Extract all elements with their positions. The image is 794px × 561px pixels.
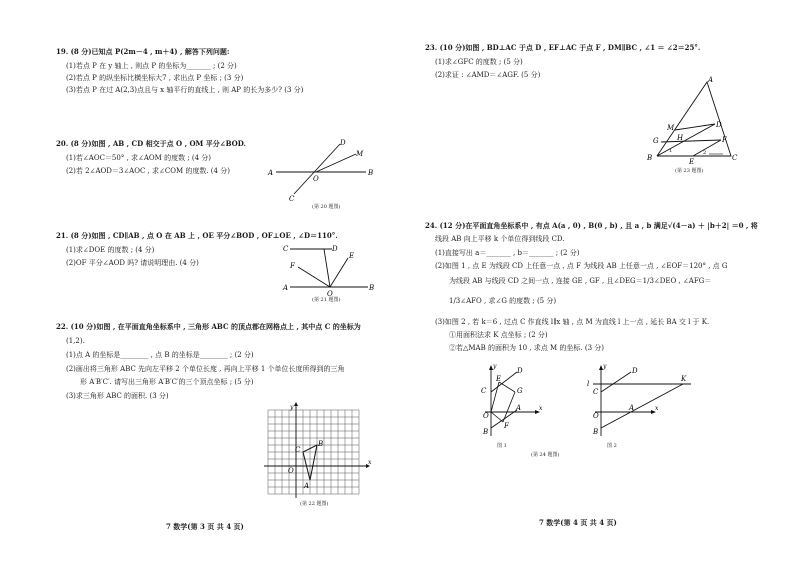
q20-label-o: O (313, 175, 319, 183)
left-page-footer: 7 数学(第 3 页 共 4 页) (166, 522, 244, 531)
q20-part1: (1)若∠AOC＝50° , 求∠AOM 的度数 ; (4 分) (66, 154, 212, 162)
q22-grid-lines (268, 410, 359, 494)
q24-figure-1 (477, 362, 547, 442)
q23-stem: 23. (10 分)如图 , BD⊥AC 于点 D , EF⊥AC 于点 F , DM∥BC , ∠1 ＝ ∠2＝25°. (425, 43, 701, 52)
q23-label-c: C (732, 154, 738, 162)
q20-stem: 20. (8 分)如图 , AB , CD 相交于点 O , OM 平分∠BOD. (56, 139, 246, 148)
q20-label-d: D (340, 139, 346, 147)
q23-figure (645, 74, 741, 166)
q20-figure (262, 136, 378, 204)
q21-label-e: E (349, 252, 355, 260)
q24-fig2-label-k: K (681, 375, 687, 383)
q24-fig2-label-d: D (632, 367, 638, 375)
q24-fig1-caption: 图 1 (497, 443, 507, 449)
q20-label-c: C (289, 195, 295, 203)
q21-label-f: F (290, 262, 295, 270)
q21-label-c: C (283, 245, 289, 253)
q22-part2a: (2)画出将三角形 ABC 先向左平移 2 个单位长度 , 再向上平移 1 个单位长度所得到的三角 (66, 365, 345, 373)
q21-label-d: D (332, 245, 338, 253)
q23-label-a: A (708, 76, 714, 84)
q24-fig1-label-o: O (483, 412, 489, 420)
q24-part3: (3)如图 2 , 若 k＝6 , 过点 C 作直线 l∥x 轴 , 点 M 为直线 l 上一点 , 延长 BA 交 l 于 K. (435, 318, 710, 326)
q20-part2: (2)若 2∠AOD＝3∠AOC , 求∠COM 的度数. (4 分) (66, 167, 230, 175)
q24-stem-cont: 线段 AB 向上平移 k 个单位得到线段 CD. (435, 235, 565, 243)
q21-part2: (2)OF 平分∠AOD 吗? 请说明理由. (4 分) (66, 259, 199, 267)
q23-label-m: M (667, 124, 675, 132)
q24-part2a: (2)如图 1 , 点 E 为线段 CD 上任意一点 , 点 F 为线段 AB 上任意一点 , ∠EOF＝120° , 点 G (435, 262, 728, 270)
q23-part1: (1)求∠GFC 的度数 ; (5 分) (435, 58, 523, 66)
q23-part2: (2)求证 : ∠AMD＝∠AGF. (5 分) (435, 71, 541, 79)
q23-angle-2: 2 (703, 150, 707, 156)
q22-stem-cont: (1,2). (66, 337, 85, 345)
q24-fig2-label-l: l (587, 380, 590, 388)
q19-stem: 19. (8 分)已知点 P(2m－4 , m＋4) , 解答下列问题: (56, 47, 230, 56)
q23-label-h: H (677, 134, 684, 142)
q24-fig2-label-c: C (593, 388, 599, 396)
q23-label-e: E (689, 158, 695, 166)
q21-figure (280, 240, 376, 296)
q24-part2c: 1/3∠AFO , 求∠G 的度数 ; (5 分) (449, 297, 557, 305)
q24-fig2-label-y: y (603, 363, 607, 370)
q23-label-d: D (716, 121, 722, 129)
q24-fig2-label-o: O (593, 412, 599, 420)
q24-fig1-label-g: G (517, 387, 523, 395)
right-page (397, 0, 794, 561)
q22-caption: (第 22 题图) (300, 501, 329, 507)
q22-part3: (3)求三角形 ABC 的面积. (3 分) (66, 392, 169, 400)
q22-grid-figure (262, 402, 374, 502)
q21-caption: (第 21 题图) (312, 297, 341, 303)
q19-part2: (2)若点 P 的纵坐标比横坐标大7 , 求出点 P 坐标 ; (3 分) (66, 74, 244, 82)
q24-fig1-label-d: D (517, 367, 523, 375)
q21-label-o: O (327, 290, 333, 296)
q20-caption: (第 20 题图) (312, 204, 341, 210)
q24-caption: (第 24 题图) (531, 452, 560, 458)
q19-part3: (3)若点 P 在过 A(2,3)点且与 x 轴平行的直线上 , 则 AP 的长为多少? (3 分) (66, 86, 304, 94)
q20-label-a: A (268, 169, 274, 177)
q22-part1: (1)点 A 的坐标是________ , 点 B 的坐标是________ ; (2 分) (66, 351, 254, 359)
q22-label-x: x (368, 459, 372, 466)
q24-fig1-label-e: E (496, 375, 502, 383)
q22-label-a: A (304, 482, 310, 490)
q24-fig1-label-x: x (539, 405, 543, 412)
q20-label-m: M (356, 150, 364, 158)
q24-part3b: ②若△MAB 的面积为 10 , 求点 M 的坐标. (3 分) (449, 344, 604, 352)
q22-label-o: O (288, 467, 294, 475)
q24-fig1-label-y: y (493, 363, 497, 370)
q21-label-a: A (283, 284, 289, 292)
q22-label-y: y (290, 404, 294, 411)
q23-label-f: F (722, 136, 727, 144)
q23-label-g: G (653, 137, 659, 145)
q24-fig1-label-f: F (504, 422, 509, 430)
q24-fig1-label-b: B (483, 428, 489, 436)
q24-part3a: ①用面积法求 K 点坐标 ; (2 分) (449, 331, 548, 339)
q24-stem: 24. (12 分)在平面直角坐标系中 , 有点 A(a , 0) , B(0 , b) , 且 a , b 满足√(4－a) ＋ |b＋2| ＝0 , 将 (425, 221, 758, 230)
q24-fig1-label-a: A (516, 404, 522, 412)
q23-caption: (第 23 题图) (675, 168, 704, 174)
q24-fig2-caption: 图 2 (607, 443, 617, 449)
q23-label-b: B (647, 154, 653, 162)
q24-figure-2 (587, 362, 697, 442)
q24-part2b: 为线段 AB 与线段 CD 之间一点 , 连接 GE , GF , 且∠DEG＝1/3∠DEO , ∠AFG＝ (449, 277, 712, 285)
q24-fig1-label-c: C (481, 387, 487, 395)
q24-fig2-label-b: B (593, 428, 599, 436)
q22-stem: 22. (10 分)如图 , 在平面直角坐标系中 , 三角形 ABC 的顶点都在网格点上 , 其中点 C 的坐标为 (56, 322, 361, 331)
q21-label-b: B (369, 284, 375, 292)
q22-label-b: B (318, 440, 324, 448)
q20-label-b: B (368, 169, 374, 177)
q24-part1: (1)直接写出 a＝_______ , b＝_______ ; (2 分) (435, 249, 580, 257)
q23-angle-1: 1 (669, 148, 673, 154)
q24-fig2-label-x: x (655, 405, 659, 412)
q22-label-c: C (295, 446, 301, 454)
q24-fig2-label-a: A (629, 404, 635, 412)
right-page-footer: 7 数学(第 4 页 共 4 页) (539, 518, 617, 527)
q21-stem: 21. (8 分)如图 , CD∥AB , 点 O 在 AB 上 , OE 平分∠BOD , OF⊥OE , ∠D＝110°. (56, 231, 338, 240)
q21-part1: (1)求∠DOE 的度数 ; (4 分) (66, 246, 155, 254)
q22-part2b: 形 A′B′C′. 请写出三角形 A′B′C′的三个顶点坐标 ; (5 分) (80, 378, 254, 386)
q19-part1: (1)若点 P 在 y 轴上 , 则点 P 的坐标为_______ ; (2 分) (66, 62, 237, 70)
